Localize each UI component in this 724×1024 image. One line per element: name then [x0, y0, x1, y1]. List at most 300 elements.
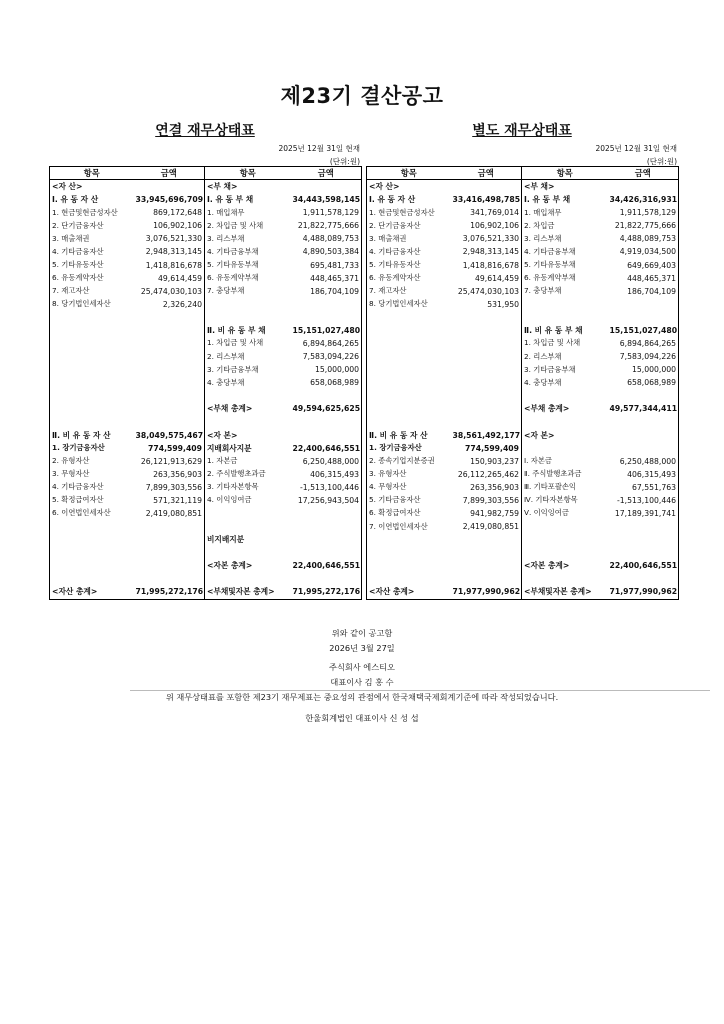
- ceo-name: 대표이사 김 홍 수: [330, 677, 394, 687]
- amount-cell: [451, 415, 522, 428]
- consolidated-heading: 연결 재무상태표: [155, 123, 255, 139]
- amount-cell: 4,890,503,384: [302, 247, 359, 257]
- amount-cell: [291, 415, 362, 428]
- table-row: [50, 219, 362, 232]
- item-cell: [522, 311, 608, 324]
- amount-cell: [134, 546, 205, 559]
- amount-cell: [608, 428, 679, 441]
- item-cell: [367, 533, 451, 546]
- amount-cell: [291, 180, 362, 194]
- amount-cell: 649,669,403: [627, 260, 676, 270]
- item-cell: [50, 311, 134, 324]
- page-title: 제23기 결산공고: [280, 84, 444, 108]
- table-row: [367, 468, 679, 481]
- amount-cell: [134, 415, 205, 428]
- item-cell: 4. 기타금융자산: [52, 482, 104, 492]
- amount-cell: 22,400,646,551: [609, 561, 678, 571]
- table-row: [50, 245, 362, 258]
- item-cell: 6. 유동계약부채: [205, 272, 291, 285]
- amount-cell: [134, 350, 205, 363]
- amount-cell: 15,151,027,480: [609, 325, 678, 335]
- item-cell: 5. 기타유동부채: [522, 258, 608, 271]
- amount-cell: [608, 442, 679, 455]
- item-cell: 4. 충당부채: [205, 376, 291, 389]
- item-cell: 1. 차입금 및 사채: [522, 337, 608, 350]
- amount-cell: [451, 389, 522, 402]
- table-row: [50, 272, 362, 285]
- item-cell: [367, 376, 451, 389]
- item-cell: [205, 572, 291, 585]
- item-cell: 2. 유형자산: [52, 456, 90, 466]
- item-cell: <자산 총계>: [52, 587, 98, 597]
- item-cell: [367, 337, 451, 350]
- amount-cell: [291, 389, 362, 402]
- item-cell: [205, 311, 291, 324]
- table-row: [50, 258, 362, 271]
- table-row: [50, 376, 362, 389]
- amount-cell: 106,902,106: [470, 221, 519, 231]
- amount-cell: 21,822,775,666: [297, 221, 359, 231]
- item-cell: 1. 현금및현금성자산: [369, 207, 435, 217]
- item-cell: 1. 장기금융자산: [369, 443, 422, 453]
- item-cell: [522, 533, 608, 546]
- table-row: [367, 298, 679, 311]
- item-cell: 4. 기타금융부채: [522, 245, 608, 258]
- table-row: [367, 572, 679, 585]
- auditor-name: 한울회계법인 대표이사 신 성 섭: [305, 713, 419, 723]
- amount-cell: [291, 311, 362, 324]
- table-row: [50, 481, 362, 494]
- amount-cell: 658,068,989: [627, 378, 676, 388]
- item-cell: 3. 유형자산: [369, 469, 407, 479]
- amount-cell: 7,899,303,556: [145, 482, 202, 492]
- table-row: [50, 350, 362, 363]
- item-cell: 1. 장기금융자산: [52, 443, 105, 453]
- amount-cell: 3,076,521,330: [145, 234, 202, 244]
- table-row: [367, 193, 679, 206]
- amount-cell: [134, 533, 205, 546]
- amount-cell: 774,599,409: [465, 443, 519, 453]
- item-cell: 3. 매출채권: [52, 233, 90, 243]
- table-row: [367, 206, 679, 219]
- amount-cell: [451, 324, 522, 337]
- table-row: [367, 350, 679, 363]
- table-row: [367, 455, 679, 468]
- amount-cell: 7,899,303,556: [462, 495, 519, 505]
- item-cell: [367, 324, 451, 337]
- item-cell: [50, 559, 134, 572]
- separate-table-body: [367, 180, 679, 600]
- item-cell: [367, 389, 451, 402]
- table-row: [50, 363, 362, 376]
- item-cell: Ⅱ. 비 유 동 자 산: [369, 430, 428, 440]
- amount-cell: 406,315,493: [627, 469, 676, 479]
- separate-balance-table: [366, 166, 679, 600]
- amount-cell: [451, 350, 522, 363]
- amount-cell: [134, 363, 205, 376]
- item-cell: [522, 546, 608, 559]
- table-row: [367, 415, 679, 428]
- amount-cell: [451, 559, 522, 572]
- item-cell: Ⅱ. 주식발행초과금: [522, 468, 608, 481]
- item-cell: 1. 자본금: [205, 455, 291, 468]
- item-cell: 비지배지분: [205, 533, 291, 546]
- table-row: [367, 258, 679, 271]
- amount-cell: [608, 311, 679, 324]
- header-amount: 금액: [291, 167, 362, 180]
- item-cell: 8. 당기법인세자산: [52, 299, 111, 309]
- table-row: [367, 232, 679, 245]
- item-cell: [367, 350, 451, 363]
- header-item: 항목: [50, 167, 134, 180]
- amount-cell: [608, 572, 679, 585]
- amount-cell: 1,418,816,678: [462, 260, 519, 270]
- table-row: [367, 324, 679, 337]
- amount-cell: 263,356,903: [153, 469, 202, 479]
- item-cell: <부채및자본 총계>: [522, 585, 608, 599]
- amount-cell: 26,112,265,462: [457, 469, 519, 479]
- amount-cell: 71,995,272,176: [135, 587, 204, 597]
- amount-cell: [291, 298, 362, 311]
- amount-cell: 6,250,488,000: [302, 456, 359, 466]
- item-cell: 2. 리스부채: [522, 350, 608, 363]
- amount-cell: 15,151,027,480: [292, 325, 361, 335]
- item-cell: 4. 충당부채: [522, 376, 608, 389]
- item-cell: [367, 402, 451, 415]
- table-row: [50, 298, 362, 311]
- table-row: [367, 428, 679, 441]
- amount-cell: 1,911,578,129: [302, 208, 359, 218]
- item-cell: [367, 559, 451, 572]
- item-cell: 2. 주식발행초과금: [205, 468, 291, 481]
- amount-cell: 658,068,989: [310, 378, 359, 388]
- item-cell: 7. 재고자산: [52, 286, 90, 296]
- amount-cell: 869,172,648: [153, 208, 202, 218]
- amount-cell: 25,474,030,103: [457, 286, 519, 296]
- amount-cell: 49,614,459: [474, 273, 519, 283]
- item-cell: 2. 단기금융자산: [52, 220, 104, 230]
- amount-cell: 2,419,080,851: [145, 508, 202, 518]
- item-cell: 4. 기타금융자산: [369, 246, 421, 256]
- amount-cell: 7,583,094,226: [619, 352, 676, 362]
- item-cell: [367, 572, 451, 585]
- item-cell: Ⅳ. 기타자본항목: [522, 494, 608, 507]
- item-cell: [50, 520, 134, 533]
- table-row: [367, 546, 679, 559]
- item-cell: [50, 533, 134, 546]
- amount-cell: [134, 520, 205, 533]
- item-cell: 2. 리스부채: [205, 350, 291, 363]
- header-amount: 금액: [451, 167, 522, 180]
- item-cell: [367, 311, 451, 324]
- item-cell: [50, 546, 134, 559]
- amount-cell: 774,599,409: [148, 443, 202, 453]
- separate-unit: (단위:원): [646, 157, 677, 166]
- table-row: [50, 428, 362, 441]
- announcement-text: 위와 같이 공고함: [331, 628, 393, 638]
- amount-cell: 71,995,272,176: [292, 587, 361, 597]
- item-cell: [522, 442, 608, 455]
- item-cell: <부채 총계>: [522, 402, 608, 415]
- item-cell: 7. 충당부채: [205, 285, 291, 298]
- company-name: 주식회사 에스티오: [329, 662, 395, 672]
- amount-cell: 695,481,733: [310, 260, 359, 270]
- amount-cell: [134, 572, 205, 585]
- item-cell: 3. 기타금융부채: [522, 363, 608, 376]
- amount-cell: 34,426,316,931: [609, 195, 678, 205]
- amount-cell: [134, 389, 205, 402]
- amount-cell: [608, 298, 679, 311]
- item-cell: <자 산>: [369, 182, 400, 192]
- item-cell: 3. 매출채권: [369, 233, 407, 243]
- amount-cell: 2,948,313,145: [462, 247, 519, 257]
- amount-cell: 34,443,598,145: [292, 195, 361, 205]
- item-cell: <부채 총계>: [205, 402, 291, 415]
- amount-cell: [291, 507, 362, 520]
- amount-cell: 448,465,371: [627, 273, 676, 283]
- item-cell: Ⅱ. 비 유 동 부 채: [522, 324, 608, 337]
- item-cell: Ⅱ. 비 유 동 자 산: [52, 430, 111, 440]
- item-cell: <부채및자본 총계>: [205, 585, 291, 599]
- amount-cell: 26,121,913,629: [140, 456, 202, 466]
- amount-cell: 2,948,313,145: [145, 247, 202, 257]
- item-cell: 3. 무형자산: [52, 469, 90, 479]
- item-cell: 5. 기타금융자산: [369, 495, 421, 505]
- item-cell: <자 본>: [522, 428, 608, 441]
- amount-cell: 3,076,521,330: [462, 234, 519, 244]
- item-cell: <부 채>: [205, 180, 291, 194]
- item-cell: 1. 현금및현금성자산: [52, 207, 118, 217]
- amount-cell: [134, 180, 205, 194]
- table-row: [50, 585, 362, 599]
- amount-cell: 38,049,575,467: [135, 430, 204, 440]
- table-row: [367, 585, 679, 599]
- amount-cell: 6,250,488,000: [619, 456, 676, 466]
- table-row: [367, 442, 679, 455]
- item-cell: [50, 337, 134, 350]
- item-cell: 5. 기타유동자산: [52, 260, 104, 269]
- amount-cell: 71,977,990,962: [452, 587, 521, 597]
- item-cell: 8. 당기법인세자산: [369, 299, 428, 309]
- header-amount: 금액: [134, 167, 205, 180]
- item-cell: <자 본>: [205, 428, 291, 441]
- table-row: [50, 337, 362, 350]
- table-row: [367, 507, 679, 520]
- amount-cell: [291, 572, 362, 585]
- table-row: [50, 507, 362, 520]
- table-row: [50, 180, 362, 194]
- amount-cell: 941,982,759: [470, 508, 519, 518]
- amount-cell: 22,400,646,551: [292, 561, 361, 571]
- item-cell: 2. 차입금: [522, 219, 608, 232]
- amount-cell: [291, 520, 362, 533]
- amount-cell: 49,614,459: [157, 273, 202, 283]
- item-cell: Ⅰ. 유 동 부 채: [522, 193, 608, 206]
- amount-cell: 67,551,763: [631, 482, 676, 492]
- table-header: [50, 167, 362, 180]
- table-row: [367, 520, 679, 533]
- table-row: [367, 494, 679, 507]
- item-cell: 5. 기타유동부채: [205, 258, 291, 271]
- amount-cell: 4,488,089,753: [619, 234, 676, 244]
- item-cell: [50, 389, 134, 402]
- amount-cell: 406,315,493: [310, 469, 359, 479]
- amount-cell: 4,919,034,500: [619, 247, 676, 257]
- header-item: 항목: [367, 167, 451, 180]
- amount-cell: 6,894,864,265: [302, 338, 359, 348]
- amount-cell: [291, 428, 362, 441]
- amount-cell: [451, 376, 522, 389]
- amount-cell: 22,400,646,551: [292, 443, 361, 453]
- item-cell: 지배회사지분: [205, 442, 291, 455]
- item-cell: Ⅲ. 기타포괄손익: [522, 481, 608, 494]
- amount-cell: 2,326,240: [162, 299, 202, 309]
- amount-cell: [608, 546, 679, 559]
- amount-cell: 49,577,344,411: [609, 404, 678, 414]
- amount-cell: 49,594,625,625: [292, 404, 361, 414]
- item-cell: Ⅰ. 유 동 자 산: [52, 195, 99, 205]
- consolidated-date: 2025년 12월 31일 현재: [278, 144, 360, 153]
- amount-cell: [134, 559, 205, 572]
- amount-cell: [451, 337, 522, 350]
- separate-heading: 별도 재무상태표: [472, 123, 572, 139]
- item-cell: 6. 확정급여자산: [369, 508, 421, 518]
- item-cell: [50, 350, 134, 363]
- header-amount: 금액: [608, 167, 679, 180]
- table-row: [50, 442, 362, 455]
- amount-cell: 33,945,696,709: [135, 195, 204, 205]
- amount-cell: [134, 311, 205, 324]
- item-cell: [367, 415, 451, 428]
- amount-cell: 263,356,903: [470, 482, 519, 492]
- table-row: [367, 363, 679, 376]
- table-row: [50, 285, 362, 298]
- item-cell: <자산 총계>: [369, 587, 415, 597]
- consolidated-unit: (단위:원): [329, 157, 360, 166]
- item-cell: [522, 572, 608, 585]
- amount-cell: 448,465,371: [310, 273, 359, 283]
- item-cell: <자 산>: [52, 182, 83, 192]
- table-row: [50, 311, 362, 324]
- table-row: [367, 285, 679, 298]
- table-row: [50, 494, 362, 507]
- item-cell: [522, 415, 608, 428]
- amount-cell: [451, 180, 522, 194]
- table-row: [50, 546, 362, 559]
- item-cell: [522, 389, 608, 402]
- amount-cell: 531,950: [487, 299, 519, 309]
- item-cell: [50, 324, 134, 337]
- item-cell: [205, 298, 291, 311]
- amount-cell: [291, 533, 362, 546]
- header-item: 항목: [205, 167, 291, 180]
- amount-cell: [608, 520, 679, 533]
- item-cell: [50, 376, 134, 389]
- announcement-date: 2026년 3월 27일: [329, 643, 395, 653]
- item-cell: 1. 매입채무: [522, 206, 608, 219]
- amount-cell: 1,911,578,129: [619, 208, 676, 218]
- item-cell: [205, 389, 291, 402]
- amount-cell: 38,561,492,177: [452, 430, 521, 440]
- item-cell: 7. 재고자산: [369, 286, 407, 296]
- item-cell: 7. 충당부채: [522, 285, 608, 298]
- table-row: [367, 337, 679, 350]
- item-cell: 4. 이익잉여금: [205, 494, 291, 507]
- table-row: [50, 572, 362, 585]
- item-cell: Ⅴ. 이익잉여금: [522, 507, 608, 520]
- item-cell: 5. 기타유동자산: [369, 260, 421, 269]
- amount-cell: 571,321,119: [153, 495, 202, 505]
- table-row: [367, 389, 679, 402]
- table-row: [367, 272, 679, 285]
- amount-cell: [451, 363, 522, 376]
- item-cell: 3. 기타자본항목: [205, 481, 291, 494]
- item-cell: <부 채>: [522, 180, 608, 194]
- item-cell: 1. 매입채무: [205, 206, 291, 219]
- table-row: [50, 533, 362, 546]
- item-cell: [522, 298, 608, 311]
- amount-cell: 150,903,237: [470, 456, 519, 466]
- item-cell: 4. 기타금융부채: [205, 245, 291, 258]
- amount-cell: [608, 389, 679, 402]
- item-cell: 2. 단기금융자산: [369, 220, 421, 230]
- item-cell: [50, 402, 134, 415]
- amount-cell: 2,419,080,851: [462, 522, 519, 532]
- consolidated-table-body: [50, 180, 362, 600]
- divider: [130, 690, 710, 691]
- table-row: [50, 415, 362, 428]
- table-row: [367, 180, 679, 194]
- amount-cell: 341,769,014: [470, 208, 519, 218]
- item-cell: [50, 415, 134, 428]
- table-row: [50, 520, 362, 533]
- item-cell: Ⅰ. 자본금: [522, 455, 608, 468]
- amount-cell: [451, 572, 522, 585]
- amount-cell: [608, 180, 679, 194]
- item-cell: 6. 유동계약부채: [522, 272, 608, 285]
- item-cell: <자본 총계>: [522, 559, 608, 572]
- amount-cell: [451, 402, 522, 415]
- amount-cell: 25,474,030,103: [140, 286, 202, 296]
- amount-cell: 17,256,943,504: [297, 495, 359, 505]
- amount-cell: 6,894,864,265: [619, 338, 676, 348]
- table-row: [367, 311, 679, 324]
- item-cell: [50, 572, 134, 585]
- amount-cell: [134, 337, 205, 350]
- item-cell: 2. 종속기업지분증권: [369, 456, 435, 466]
- item-cell: Ⅱ. 비 유 동 부 채: [205, 324, 291, 337]
- item-cell: [50, 363, 134, 376]
- table-row: [50, 455, 362, 468]
- table-row: [50, 206, 362, 219]
- item-cell: [522, 520, 608, 533]
- item-cell: 1. 차입금 및 사채: [205, 337, 291, 350]
- item-cell: [205, 415, 291, 428]
- amount-cell: 4,488,089,753: [302, 234, 359, 244]
- amount-cell: [134, 376, 205, 389]
- table-row: [367, 481, 679, 494]
- amount-cell: [608, 415, 679, 428]
- amount-cell: 7,583,094,226: [302, 352, 359, 362]
- item-cell: 2. 차입금 및 사채: [205, 219, 291, 232]
- amount-cell: [134, 402, 205, 415]
- amount-cell: [451, 311, 522, 324]
- consolidated-balance-table: [49, 166, 362, 600]
- header-item: 항목: [522, 167, 608, 180]
- item-cell: [205, 507, 291, 520]
- item-cell: 6. 유동계약자산: [52, 273, 104, 283]
- table-row: [50, 559, 362, 572]
